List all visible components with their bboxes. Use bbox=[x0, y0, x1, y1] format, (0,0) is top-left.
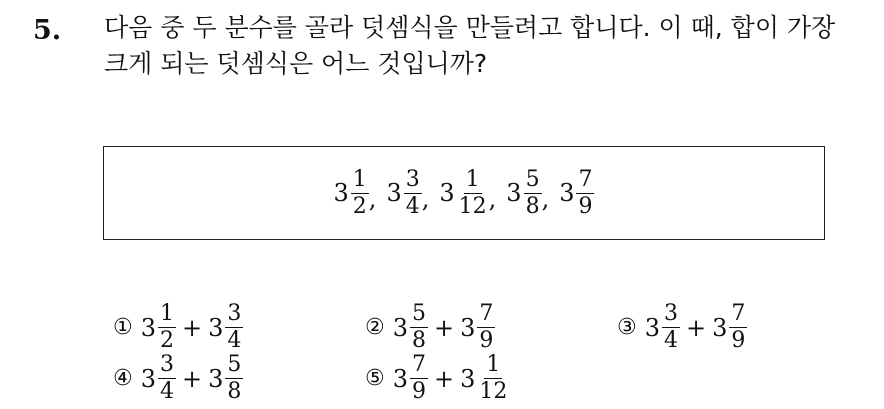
denominator: 12 bbox=[458, 193, 487, 219]
mixed-fraction bbox=[559, 168, 594, 219]
whole-part: 3 bbox=[140, 364, 157, 393]
denominator: 12 bbox=[479, 379, 508, 404]
mixed-fraction bbox=[506, 168, 541, 219]
whole-part: 3 bbox=[644, 313, 661, 342]
whole-part: 3 bbox=[208, 313, 224, 342]
separator: , bbox=[541, 184, 550, 213]
mixed-fraction bbox=[393, 302, 428, 353]
fraction bbox=[225, 302, 243, 353]
denominator: 4 bbox=[664, 328, 679, 353]
mixed-fraction bbox=[386, 168, 421, 219]
choice-1[interactable] bbox=[113, 302, 243, 353]
question-number: 5. bbox=[33, 15, 62, 46]
fraction bbox=[457, 168, 489, 219]
fraction-item bbox=[334, 168, 387, 219]
fraction bbox=[477, 353, 509, 404]
numerator: 7 bbox=[731, 301, 746, 326]
numerator: 5 bbox=[412, 301, 427, 326]
denominator: 9 bbox=[412, 379, 427, 404]
fraction bbox=[576, 168, 594, 219]
mixed-fraction bbox=[712, 302, 747, 353]
mixed-fraction bbox=[439, 168, 488, 219]
fraction-item bbox=[506, 168, 559, 219]
whole-part: 3 bbox=[439, 179, 455, 207]
numerator: 3 bbox=[227, 301, 242, 326]
denominator: 4 bbox=[160, 379, 175, 404]
mixed-fraction bbox=[645, 302, 680, 353]
mixed-fraction bbox=[208, 302, 243, 353]
numerator: 1 bbox=[352, 166, 367, 192]
whole-part: 3 bbox=[208, 364, 224, 393]
numerator: 3 bbox=[160, 352, 175, 377]
fraction-item bbox=[386, 168, 439, 219]
choice-5[interactable] bbox=[365, 353, 509, 404]
plus-operator: + bbox=[434, 364, 455, 393]
whole-part: 3 bbox=[460, 364, 476, 393]
mixed-fraction bbox=[393, 353, 428, 404]
whole-part: 3 bbox=[392, 364, 409, 393]
fraction-item bbox=[559, 168, 594, 219]
separator: , bbox=[421, 184, 430, 213]
denominator: 9 bbox=[479, 328, 494, 353]
denominator: 8 bbox=[412, 328, 427, 353]
fraction bbox=[477, 302, 495, 353]
numerator: 3 bbox=[664, 301, 679, 326]
fraction-list bbox=[334, 168, 595, 219]
fraction bbox=[729, 302, 747, 353]
whole-part: 3 bbox=[712, 313, 728, 342]
fraction bbox=[404, 168, 422, 219]
numerator: 1 bbox=[465, 166, 480, 192]
choice-marker: ④ bbox=[113, 366, 133, 391]
fraction bbox=[662, 302, 680, 353]
choice-3[interactable] bbox=[617, 302, 747, 353]
plus-operator: + bbox=[182, 364, 203, 393]
denominator: 9 bbox=[578, 193, 593, 219]
choice-marker: ① bbox=[113, 315, 133, 340]
mixed-fraction bbox=[460, 302, 495, 353]
numerator: 7 bbox=[479, 301, 494, 326]
separator: , bbox=[368, 184, 377, 213]
whole-part: 3 bbox=[140, 313, 157, 342]
numerator: 3 bbox=[405, 166, 420, 192]
fraction bbox=[524, 168, 542, 219]
mixed-fraction bbox=[460, 353, 509, 404]
denominator: 4 bbox=[227, 328, 242, 353]
mixed-fraction bbox=[141, 353, 176, 404]
whole-part: 3 bbox=[386, 179, 402, 207]
numerator: 1 bbox=[486, 352, 501, 377]
fraction bbox=[158, 353, 176, 404]
fraction bbox=[410, 302, 428, 353]
denominator: 2 bbox=[352, 193, 367, 219]
denominator: 9 bbox=[731, 328, 746, 353]
fraction-item bbox=[439, 168, 506, 219]
choice-marker: ⑤ bbox=[365, 366, 385, 391]
plus-operator: + bbox=[434, 313, 455, 342]
denominator: 8 bbox=[227, 379, 242, 404]
question-text bbox=[104, 10, 864, 82]
question-line-1: 다음 중 두 분수를 골라 덧셈식을 만들려고 합니다. 이 때, 합이 가장 bbox=[104, 13, 836, 42]
whole-part: 3 bbox=[460, 313, 476, 342]
whole-part: 3 bbox=[506, 179, 522, 207]
fraction bbox=[351, 168, 369, 219]
plus-operator: + bbox=[686, 313, 707, 342]
mixed-fraction bbox=[141, 302, 176, 353]
mixed-fraction bbox=[334, 168, 369, 219]
denominator: 4 bbox=[405, 193, 420, 219]
choice-marker: ③ bbox=[617, 315, 637, 340]
numerator: 7 bbox=[578, 166, 593, 192]
numerator: 7 bbox=[412, 352, 427, 377]
numerator: 5 bbox=[525, 166, 540, 192]
question-line-2: 크게 되는 덧셈식은 어느 것입니까? bbox=[104, 49, 488, 78]
denominator: 2 bbox=[160, 328, 175, 353]
denominator: 8 bbox=[525, 193, 540, 219]
whole-part: 3 bbox=[333, 179, 349, 207]
plus-operator: + bbox=[182, 313, 203, 342]
fraction bbox=[158, 302, 176, 353]
whole-part: 3 bbox=[559, 179, 575, 207]
fraction bbox=[225, 353, 243, 404]
fraction-box bbox=[103, 146, 825, 240]
choice-4[interactable] bbox=[113, 353, 243, 404]
mixed-fraction bbox=[208, 353, 243, 404]
choice-2[interactable] bbox=[365, 302, 495, 353]
choice-marker: ② bbox=[365, 315, 385, 340]
whole-part: 3 bbox=[392, 313, 409, 342]
fraction bbox=[410, 353, 428, 404]
numerator: 5 bbox=[227, 352, 242, 377]
numerator: 1 bbox=[160, 301, 175, 326]
separator: , bbox=[488, 184, 497, 213]
